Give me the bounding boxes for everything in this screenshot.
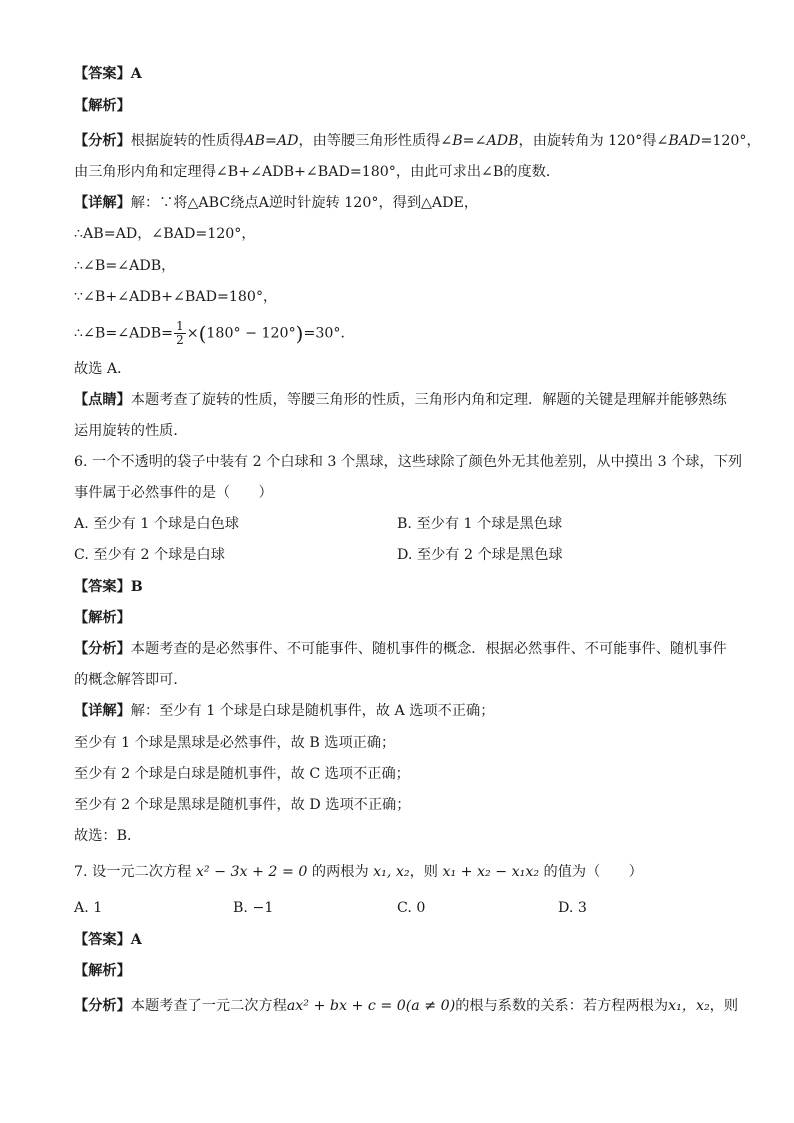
- q5-step2: ∴∠B=∠ADB，: [74, 258, 176, 274]
- q6-choose: 故选：B．: [74, 828, 142, 844]
- q7-analysis-heading: 【解析】: [74, 963, 131, 979]
- q6-answer: 【答案】B: [74, 579, 143, 595]
- q6-xiangjie-line3: 至少有 2 个球是白球是随机事件，故 C 选项不正确；: [74, 766, 410, 782]
- q5-step3: ∵∠B+∠ADB+∠BAD=180°，: [74, 289, 278, 305]
- q7-answer: 【答案】A: [74, 932, 142, 948]
- q6-xiangjie-line4: 至少有 2 个球是黑球是随机事件，故 D 选项不正确；: [74, 797, 411, 813]
- q7-fenxi-line1: 【分析】本题考查了一元二次方程ax² + bx + c = 0(a ≠ 0)的根与系数的关系：若方程两根为x₁，x₂，则: [74, 998, 739, 1014]
- q5-answer: 【答案】A: [74, 66, 142, 82]
- q7-option-b: B. −1: [233, 900, 274, 916]
- q6-fenxi-line2: 的概念解答即可．: [74, 672, 188, 688]
- q6-option-b: B. 至少有 1 个球是黑色球: [397, 516, 563, 532]
- q5-analysis-heading: 【解析】: [74, 98, 131, 114]
- q5-step4: ∴∠B=∠ADB= $\frac{1}{2}$ ×(180° − 120°)=30°．: [74, 319, 355, 347]
- q6-option-c: C. 至少有 2 个球是白球: [74, 547, 225, 563]
- q5-dianjing-line2: 运用旋转的性质．: [74, 423, 188, 439]
- q6-xiangjie-line2: 至少有 1 个球是黑球是必然事件，故 B 选项正确；: [74, 735, 396, 751]
- q6-stem-line2: 事件属于必然事件的是（ ）: [74, 485, 273, 501]
- q6-option-a: A. 至少有 1 个球是白色球: [74, 516, 239, 532]
- q5-fenxi-line2: 由三角形内角和定理得∠B+∠ADB+∠BAD=180°，由此可求出∠B的度数．: [74, 164, 561, 180]
- q6-fenxi-line1: 【分析】本题考查的是必然事件、不可能事件、随机事件的概念．根据必然事件、不可能事件、随机事件: [74, 641, 727, 657]
- q6-option-d: D. 至少有 2 个球是黑色球: [397, 547, 563, 563]
- q5-dianjing-line1: 【点睛】本题考查了旋转的性质，等腰三角形的性质，三角形内角和定理．解题的关键是理解并能够熟练: [74, 392, 727, 408]
- q5-choose: 故选 A．: [74, 361, 132, 377]
- q5-step1: ∴AB=AD，∠BAD=120°，: [74, 226, 256, 242]
- q6-analysis-heading: 【解析】: [74, 610, 131, 626]
- q7-option-c: C. 0: [397, 900, 426, 916]
- q6-stem-line1: 6. 一个不透明的袋子中装有 2 个白球和 3 个黑球，这些球除了颜色外无其他差别，从中摸出 3 个球，下列: [74, 454, 743, 470]
- q6-xiangjie-line1: 【详解】解：至少有 1 个球是白球是随机事件，故 A 选项不正确；: [74, 703, 495, 719]
- q7-option-a: A. 1: [74, 900, 103, 916]
- q7-stem: 7. 设一元二次方程 x² − 3x + 2 = 0 的两根为 x₁, x₂，则 x₁ + x₂ − x₁x₂ 的值为（ ）: [74, 864, 643, 880]
- q5-xiangjie-line1: 【详解】解：∵将△ABC绕点A逆时针旋转 120°，得到△ADE，: [74, 195, 479, 211]
- q7-option-d: D. 3: [558, 900, 587, 916]
- fraction-one-half: $\frac{1}{2}$: [176, 319, 184, 347]
- q5-fenxi-line1: 【分析】根据旋转的性质得AB=AD，由等腰三角形性质得∠B=∠ADB，由旋转角为 120°得∠BAD=120°，: [74, 133, 761, 149]
